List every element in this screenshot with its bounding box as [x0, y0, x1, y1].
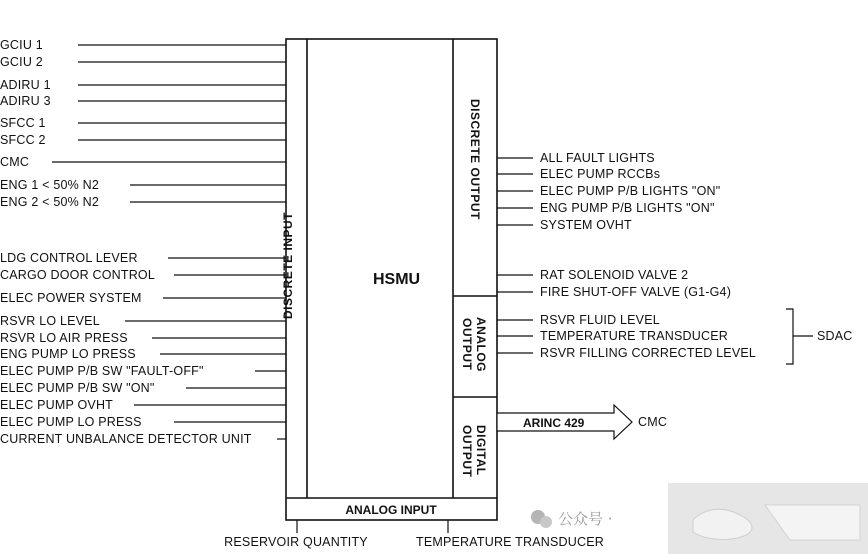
input-label-eng-2-n2: ENG 2 < 50% N2 — [0, 195, 100, 209]
input-label-sfcc-2: SFCC 2 — [0, 133, 46, 147]
arinc-label: ARINC 429 — [523, 416, 585, 430]
output-label-eng-pump-pb-lights: ENG PUMP P/B LIGHTS "ON" — [540, 201, 715, 215]
left-inputs-group — [0, 38, 286, 446]
digital-output-label-1: DIGITAL — [474, 425, 488, 476]
discrete-input-label: DISCRETE INPUT — [281, 211, 295, 319]
bottom-label-reservoir-quantity: RESERVOIR QUANTITY — [224, 535, 368, 549]
output-label-elec-pump-pb-lights: ELEC PUMP P/B LIGHTS "ON" — [540, 184, 721, 198]
bottom-label-temperature-transducer: TEMPERATURE TRANSDUCER — [416, 535, 604, 549]
input-label-eng-pump-lo-press: ENG PUMP LO PRESS — [0, 347, 136, 361]
input-label-rsvr-lo-level: RSVR LO LEVEL — [0, 314, 100, 328]
input-label-sfcc-1: SFCC 1 — [0, 116, 46, 130]
digital-output-group — [497, 405, 667, 439]
digital-output-label-2: OUTPUT — [460, 425, 474, 478]
input-label-ldg-control-lever: LDG CONTROL LEVER — [0, 251, 138, 265]
input-label-rsvr-lo-air-press: RSVR LO AIR PRESS — [0, 331, 128, 345]
input-label-cmc: CMC — [0, 155, 30, 169]
input-label-elec-pump-pb-on: ELEC PUMP P/B SW "ON" — [0, 381, 155, 395]
watermark-text: 公众号 · — [558, 510, 613, 528]
input-label-current-unbalance: CURRENT UNBALANCE DETECTOR UNIT — [0, 432, 252, 446]
analog-output-label-1: ANALOG — [474, 317, 488, 372]
input-label-gciu-2: GCIU 2 — [0, 55, 43, 69]
input-label-elec-power-system: ELEC POWER SYSTEM — [0, 291, 142, 305]
discrete-output-label: DISCRETE OUTPUT — [468, 99, 482, 220]
input-label-cargo-door-control: CARGO DOOR CONTROL — [0, 268, 155, 282]
output-label-fire-shutoff-valve: FIRE SHUT-OFF VALVE (G1-G4) — [540, 285, 732, 299]
output-label-all-fault-lights: ALL FAULT LIGHTS — [540, 151, 655, 165]
input-label-eng-1-n2: ENG 1 < 50% N2 — [0, 178, 100, 192]
analog-output-label-2: OUTPUT — [460, 318, 474, 371]
output-label-rsvr-fluid-level: RSVR FLUID LEVEL — [540, 313, 660, 327]
discrete-outputs-group — [497, 151, 731, 299]
input-label-adiru-1: ADIRU 1 — [0, 78, 51, 92]
wechat-icon-secondary — [540, 516, 552, 528]
input-label-gciu-1: GCIU 1 — [0, 38, 43, 52]
input-label-adiru-3: ADIRU 3 — [0, 94, 51, 108]
input-label-elec-pump-pb-fault-off: ELEC PUMP P/B SW "FAULT-OFF" — [0, 364, 204, 378]
hsmu-label: HSMU — [373, 271, 421, 288]
input-label-elec-pump-ovht: ELEC PUMP OVHT — [0, 398, 114, 412]
output-label-elec-pump-rccbs: ELEC PUMP RCCBs — [540, 167, 661, 181]
input-label-elec-pump-lo-press: ELEC PUMP LO PRESS — [0, 415, 142, 429]
analog-input-label: ANALOG INPUT — [345, 503, 437, 517]
output-label-system-ovht: SYSTEM OVHT — [540, 218, 632, 232]
output-label-rsvr-filling-corrected: RSVR FILLING CORRECTED LEVEL — [540, 346, 757, 360]
output-label-rat-solenoid-valve: RAT SOLENOID VALVE 2 — [540, 268, 689, 282]
output-label-temperature-transducer: TEMPERATURE TRANSDUCER — [540, 329, 728, 343]
cmc-destination-label: CMC — [638, 415, 668, 429]
sdac-bracket — [786, 309, 793, 364]
sdac-label: SDAC — [817, 329, 853, 343]
analog-outputs-group — [497, 309, 853, 364]
